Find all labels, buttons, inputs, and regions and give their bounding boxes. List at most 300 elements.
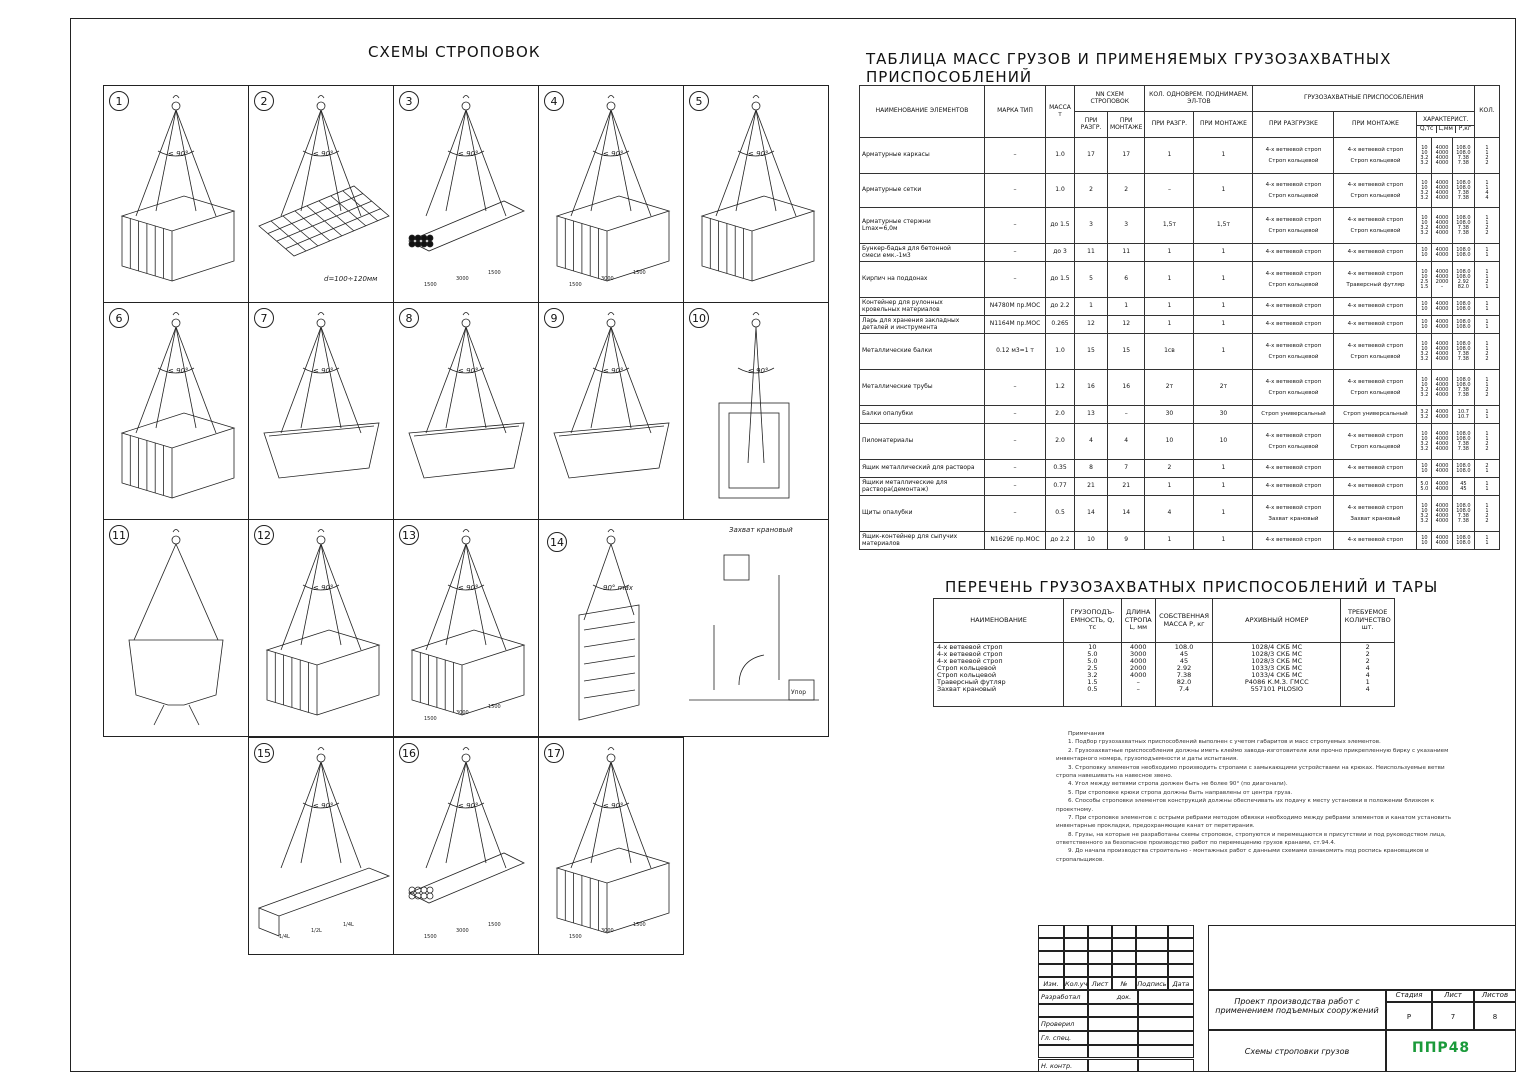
mass-cell-s1: 1 (1075, 298, 1108, 316)
stamp-grid-cell (1038, 951, 1064, 964)
angle-label: ≤ 90° (458, 584, 479, 592)
stamp-name-cell (1088, 1045, 1138, 1059)
col-q: Q,тс (1417, 126, 1436, 133)
mass-table-row (860, 208, 1500, 244)
dimension-label: 1/4L (343, 922, 354, 928)
col-l: L,мм (1437, 126, 1456, 133)
mass-cell-u: 4-х ветвевой строп (1253, 478, 1334, 496)
load-ibeam (259, 868, 389, 916)
mass-cell-s1: 8 (1075, 460, 1108, 478)
sling-leg (156, 110, 176, 211)
scheme-drawing (539, 303, 684, 520)
mass-cell-u: 4-х ветвевой строп Строп кольцевой (1253, 370, 1334, 406)
stamp-grid-cell (1088, 964, 1112, 977)
sling-leg (446, 110, 466, 211)
hook-top (753, 96, 759, 99)
sling-leg (446, 327, 466, 428)
hook-top (318, 748, 324, 751)
mass-cell-c: 1 1 (1475, 298, 1500, 316)
stop-label: Упор (791, 689, 807, 696)
stamp-grid-cell (1038, 938, 1064, 951)
slinging-drawing (259, 96, 389, 284)
stamp-col-header: Лист (1088, 977, 1112, 990)
mass-cell-mark: N4780М пр.МОС (985, 298, 1046, 316)
slinging-drawing (579, 526, 819, 720)
mass-cell-l: 4000 4000 2000 – (1432, 262, 1452, 298)
mass-cell-mass: до 1.5 (1046, 208, 1075, 244)
scheme-number: 13 (399, 525, 419, 545)
stamp-col-header: Подпись (1136, 977, 1168, 990)
stamp-grid-cell (1168, 938, 1194, 951)
dimension-label: 1500 (424, 716, 437, 722)
slinging-drawing (267, 530, 379, 716)
mass-cell-mass: 0.5 (1046, 496, 1075, 532)
rod-end (427, 241, 433, 247)
mass-cell-q: 10 10 (1417, 460, 1432, 478)
mass-cell-s2: 9 (1108, 532, 1145, 550)
stamp-sign-cell (1138, 990, 1194, 1004)
sling-leg (321, 762, 361, 868)
load-bucket (129, 640, 223, 705)
stamp-grid-cell (1112, 925, 1136, 938)
slinging-schemes-grid (103, 85, 826, 737)
angle-label: ≤ 90° (313, 584, 334, 592)
hook-top (318, 313, 324, 316)
dimension-label: 3000 (601, 928, 614, 934)
scheme-drawing (104, 86, 249, 303)
scheme-number: 17 (544, 743, 564, 763)
scheme-drawing (684, 86, 829, 303)
mass-cell-k2: 1 (1194, 496, 1253, 532)
sling-leg (301, 544, 321, 645)
mass-cell-mass: до 2.2 (1046, 298, 1075, 316)
scheme-number: 14 (547, 532, 567, 552)
sling-leg (134, 544, 176, 640)
mass-cell-k1: 1 (1145, 532, 1194, 550)
mass-cell-l: 4000 4000 4000 4000 (1432, 424, 1452, 460)
stamp-grid-cell (1136, 951, 1168, 964)
scheme-cell-16 (393, 737, 539, 955)
mass-cell-mark: – (985, 424, 1046, 460)
scheme-cell-12 (248, 519, 394, 737)
mass-cell-k2: 1 (1194, 532, 1253, 550)
sling-leg (756, 110, 796, 216)
stamp-name-cell (1088, 990, 1138, 1004)
mass-cell-c: 1 1 (1475, 244, 1500, 262)
sling-leg (584, 544, 611, 620)
rod-end (421, 893, 427, 899)
mass-cell-k1: 2т (1145, 370, 1194, 406)
panel-rib (584, 690, 635, 698)
mass-cell-k1: 2 (1145, 460, 1194, 478)
hook-top (463, 748, 469, 751)
angle-label: ≤ 90° (313, 367, 334, 375)
col-mass: МАССА т (1046, 86, 1075, 138)
scheme-cell-7 (248, 302, 394, 520)
scheme-drawing (394, 520, 539, 737)
stamp-role: Н. контр. (1038, 1059, 1088, 1073)
eq-col-req: ТРЕБУЕМОЕ КОЛИЧЕСТВО шт. (1341, 599, 1395, 643)
mass-cell-mass: 2.0 (1046, 406, 1075, 424)
sling-leg (611, 762, 651, 868)
stamp-grid-cell (1168, 925, 1194, 938)
mass-cell-mark: – (985, 460, 1046, 478)
mass-cell-k2: 1 (1194, 460, 1253, 478)
mass-cell-mark: – (985, 138, 1046, 174)
load-panel (579, 605, 639, 720)
scheme-cell-14 (538, 519, 829, 737)
stamp-sign-cell (1138, 1059, 1194, 1073)
scheme-drawing (249, 520, 394, 737)
mass-cell-k2: 1 (1194, 334, 1253, 370)
scheme-number: 2 (254, 91, 274, 111)
mass-cell-k1: 30 (1145, 406, 1194, 424)
mass-cell-p: 108.0 108.0 7.38 7.38 (1452, 138, 1474, 174)
mass-cell-k1: 1 (1145, 244, 1194, 262)
mass-cell-s1: 3 (1075, 208, 1108, 244)
scheme-cell-3 (393, 85, 539, 303)
mass-cell-m: 4-х ветвевой строп (1334, 316, 1417, 334)
mass-table-row (860, 316, 1500, 334)
stamp-col-header: Кол.уч. (1064, 977, 1088, 990)
equipment-title: ПЕРЕЧЕНЬ ГРУЗОЗАХВАТНЫХ ПРИСПОСОБЛЕНИЙ И ТАРЫ (945, 578, 1439, 596)
sling-leg (446, 762, 466, 863)
scheme-number: 4 (544, 91, 564, 111)
scheme-cell-6 (103, 302, 249, 520)
scheme-number: 3 (399, 91, 419, 111)
hook-top (753, 313, 759, 316)
col-char: ХАРАКТЕРИСТ. (1417, 116, 1474, 126)
mass-cell-s1: 2 (1075, 174, 1108, 208)
mass-cell-mass: 1.2 (1046, 370, 1075, 406)
hook-top (608, 313, 614, 316)
mass-cell-u: 4-х ветвевой строп Строп кольцевой (1253, 138, 1334, 174)
rod-end (421, 887, 427, 893)
dimension-label: 1500 (633, 270, 646, 276)
sling-leg (281, 110, 321, 216)
stamp-role: Разработал (1038, 990, 1088, 1004)
mass-cell-p: 108.0 108.0 7.38 7.38 (1452, 370, 1474, 406)
slinging-drawing (122, 313, 234, 499)
mass-cell-k2: 1,5т (1194, 208, 1253, 244)
col-k-mount: ПРИ МОНТАЖЕ (1194, 112, 1253, 138)
stamp-grid-cell (1112, 964, 1136, 977)
mass-table-row (860, 138, 1500, 174)
stamp-grid-cell (1038, 925, 1064, 938)
stamp-grid-cell (1136, 938, 1168, 951)
dimension-label: 1500 (424, 282, 437, 288)
col-s-mount: ПРИ МОНТАЖЕ (1108, 112, 1145, 138)
mass-cell-s1: 17 (1075, 138, 1108, 174)
mass-cell-l: 4000 4000 (1432, 532, 1452, 550)
stamp-grid-cell (1136, 925, 1168, 938)
mass-cell-q: 10 10 (1417, 298, 1432, 316)
rod-end (415, 235, 421, 241)
mass-cell-mass: 0.77 (1046, 478, 1075, 496)
mass-cell-c: 2 1 (1475, 460, 1500, 478)
mass-cell-s2: 4 (1108, 424, 1145, 460)
load-bundle (409, 853, 524, 903)
mass-cell-c: 1 1 (1475, 316, 1500, 334)
scheme-cell-13 (393, 519, 539, 737)
scheme-drawing (249, 303, 394, 520)
mass-cell-mark: – (985, 406, 1046, 424)
mass-cell-mark: N1164М пр.МОС (985, 316, 1046, 334)
mass-cell-p: 108.0 108.0 (1452, 244, 1474, 262)
note-line: 3. Строповку элементов необходимо производить стропами с замыкающими устройствами на крюках. Неиспользуемые ветви стропа навешивать на навесное звено. (1056, 764, 1445, 779)
scheme-number: 9 (544, 308, 564, 328)
mass-cell-p: 108.0 108.0 2.92 82.0 (1452, 262, 1474, 298)
mass-cell-k1: 1 (1145, 262, 1194, 298)
mass-cell-name: Контейнер для рулонных кровельных материалов (860, 298, 985, 316)
crane-hook-icon (172, 319, 180, 327)
rod-end (427, 887, 433, 893)
sling-leg (466, 762, 486, 863)
crane-hook-icon (462, 319, 470, 327)
mass-cell-s1: 16 (1075, 370, 1108, 406)
slinging-drawing (264, 313, 379, 479)
sling-leg (426, 327, 466, 433)
sling-leg (176, 110, 216, 216)
stamp-grid-cell (1038, 964, 1064, 977)
hook-top (608, 530, 614, 533)
mass-cell-k2: 1 (1194, 174, 1253, 208)
eq-caps: 10 5.0 5.0 2.5 3.2 1.5 0.5 (1064, 643, 1122, 707)
sling-leg (321, 762, 341, 863)
angle-label: ≤ 90° (168, 150, 189, 158)
mass-table-row (860, 496, 1500, 532)
mass-cell-k2: 10 (1194, 424, 1253, 460)
mass-cell-name: Пиломатериалы (860, 424, 985, 460)
mass-cell-mark: – (985, 244, 1046, 262)
dimension-label: 1500 (424, 934, 437, 940)
mass-table-row (860, 244, 1500, 262)
eq-col-name: НАИМЕНОВАНИЕ (934, 599, 1064, 643)
stamp-grid-cell (1088, 951, 1112, 964)
mass-table-row (860, 424, 1500, 460)
sling-leg (321, 544, 341, 645)
mass-cell-q: 10 10 3.2 3.2 (1417, 138, 1432, 174)
slinging-drawing (409, 313, 524, 479)
scheme-number: 12 (254, 525, 274, 545)
stamp-grid-cell (1136, 964, 1168, 977)
mass-cell-m: 4-х ветвевой строп Захват крановый (1334, 496, 1417, 532)
stamp-sheet: 7 (1432, 1002, 1474, 1030)
sling-leg (591, 327, 611, 428)
mass-cell-q: 10 10 3.2 3.2 (1417, 208, 1432, 244)
mass-cell-name: Балки опалубки (860, 406, 985, 424)
mass-cell-mark: N1629Е пр.МОС (985, 532, 1046, 550)
mass-table-row (860, 370, 1500, 406)
mass-cell-mass: 2.0 (1046, 424, 1075, 460)
hook-top (463, 313, 469, 316)
mass-cell-s2: – (1108, 406, 1145, 424)
col-dev-mount: ПРИ МОНТАЖЕ (1334, 112, 1417, 138)
crane-hook-icon (317, 319, 325, 327)
mass-cell-mass: до 3 (1046, 244, 1075, 262)
scheme-drawing (539, 86, 684, 303)
mass-cell-u: 4-х ветвевой строп (1253, 532, 1334, 550)
slinging-drawing (129, 530, 223, 726)
mass-cell-p: 108.0 108.0 7.38 7.38 (1452, 496, 1474, 532)
mass-cell-p: 45 45 (1452, 478, 1474, 496)
mass-cell-s2: 1 (1108, 298, 1145, 316)
mass-cell-l: 4000 4000 (1432, 316, 1452, 334)
mass-cell-m: 4-х ветвевой строп Строп кольцевой (1334, 174, 1417, 208)
mass-cell-p: 108.0 108.0 7.38 7.38 (1452, 208, 1474, 244)
scheme-cell-5 (683, 85, 829, 303)
mass-cell-k1: 10 (1145, 424, 1194, 460)
mass-cell-name: Ларь для хранения закладных деталей и инструмента (860, 316, 985, 334)
mass-cell-p: 108.0 108.0 7.38 7.38 (1452, 424, 1474, 460)
ppr48-logo: ППР48 (1412, 1040, 1471, 1056)
hook-top (608, 96, 614, 99)
sling-leg (611, 110, 651, 216)
mass-cell-mass: 0.35 (1046, 460, 1075, 478)
note-line: 1. Подбор грузозахватных приспособлений выполнен с учетом габаритов и масс стропуемых элементов. (1068, 739, 1381, 746)
mass-cell-m: 4-х ветвевой строп Строп кольцевой (1334, 424, 1417, 460)
mesh-bar (286, 209, 381, 249)
sling-leg (321, 544, 361, 650)
mass-cell-l: 4000 4000 (1432, 298, 1452, 316)
mass-cell-q: 10 10 (1417, 316, 1432, 334)
mass-cell-s2: 6 (1108, 262, 1145, 298)
stamp-grid-cell (1088, 938, 1112, 951)
scheme-number: 5 (689, 91, 709, 111)
mass-cell-s1: 10 (1075, 532, 1108, 550)
rod-end (409, 893, 415, 899)
mass-cell-l: 4000 4000 4000 4000 (1432, 208, 1452, 244)
mass-cell-l: 4000 4000 4000 4000 (1432, 174, 1452, 208)
mass-cell-c: 1 1 2 2 (1475, 138, 1500, 174)
grab-detail (724, 555, 749, 580)
mass-cell-p: 10.7 10.7 (1452, 406, 1474, 424)
col-s-unload: ПРИ РАЗГР. (1075, 112, 1108, 138)
mass-table-row (860, 298, 1500, 316)
sling-leg (176, 327, 196, 428)
slinging-schemes-grid-bottom (248, 737, 682, 954)
mass-cell-p: 108.0 108.0 (1452, 316, 1474, 334)
sling-leg (321, 327, 361, 433)
mass-cell-name: Металлические трубы (860, 370, 985, 406)
sling-leg (321, 110, 361, 216)
sling-leg (466, 544, 486, 645)
stamp-grid-cell (1112, 951, 1136, 964)
mass-cell-p: 108.0 108.0 (1452, 298, 1474, 316)
mass-cell-c: 1 1 2 2 (1475, 424, 1500, 460)
dimension-label: 1/4L (279, 934, 290, 940)
sling-leg (736, 110, 756, 211)
stamp-grid-cell (1064, 951, 1088, 964)
mass-cell-l: 4000 4000 (1432, 478, 1452, 496)
mass-cell-m: 4-х ветвевой строп Строп кольцевой (1334, 334, 1417, 370)
dimension-label: 1500 (488, 922, 501, 928)
mass-cell-u: 4-х ветвевой строп (1253, 460, 1334, 478)
stamp-sheet-header: Лист (1432, 990, 1474, 1002)
slinging-drawing (719, 313, 789, 499)
sling-leg (176, 110, 196, 211)
stamp-drawing-title: Схемы строповки грузов (1208, 1030, 1386, 1072)
sling-leg (466, 327, 486, 428)
dimension-label: 1500 (488, 270, 501, 276)
angle-label: ≤ 90° (748, 150, 769, 158)
stamp-name-cell (1088, 1031, 1138, 1045)
scheme-number: 7 (254, 308, 274, 328)
slinging-drawing (409, 96, 524, 289)
eq-col-own: СОБСТВЕННАЯ МАССА P, кг (1155, 599, 1212, 643)
mass-cell-k1: 1,5т (1145, 208, 1194, 244)
stamp-name-cell (1088, 1059, 1138, 1073)
sling-leg (748, 327, 756, 463)
note-line: 2. Грузозахватные приспособления должны иметь клеймо завода-изготовителя или прочно прикрепленную бирку с указанием инвентарного номера, грузоподъемности и даты испытания. (1056, 747, 1449, 763)
angle-label: ≤ 90° (603, 802, 624, 810)
dimension-label: 1/2L (311, 928, 322, 934)
mass-cell-m: 4-х ветвевой строп (1334, 460, 1417, 478)
rotation-arrow (739, 655, 764, 685)
stamp-name-cell (1088, 1004, 1138, 1018)
mass-cell-s1: 5 (1075, 262, 1108, 298)
crane-hook-icon (607, 754, 615, 762)
stamp-sign-cell (1138, 1045, 1194, 1059)
stamp-header-area (1208, 925, 1516, 990)
stamp-sheets: 8 (1474, 1002, 1516, 1030)
mass-cell-k2: 30 (1194, 406, 1253, 424)
mass-cell-k2: 1 (1194, 138, 1253, 174)
angle-label: 90° max (603, 584, 633, 592)
sling-leg (156, 327, 176, 428)
note-line: 6. Способы строповки элементов конструкций должны обеспечивать их подачу к месту установки в положении близком к проектному. (1056, 798, 1435, 813)
mass-cell-m: 4-х ветвевой строп (1334, 532, 1417, 550)
load-frame-inner (729, 413, 779, 488)
mass-cell-k1: 1св (1145, 334, 1194, 370)
rod-end (427, 893, 433, 899)
mass-cell-k1: 1 (1145, 316, 1194, 334)
sling-leg (176, 327, 216, 433)
mass-cell-c: 1 1 (1475, 532, 1500, 550)
schemes-title: СХЕМЫ СТРОПОВОК (368, 43, 541, 61)
bucket-gate (154, 705, 199, 725)
sling-leg (176, 544, 218, 640)
col-name: НАИМЕНОВАНИЕ ЭЛЕМЕНТОВ (860, 86, 985, 138)
mass-cell-mark: – (985, 208, 1046, 244)
crane-hook-icon (462, 102, 470, 110)
crane-hook-icon (462, 754, 470, 762)
mass-cell-k1: 1 (1145, 138, 1194, 174)
hook-top (608, 748, 614, 751)
mass-cell-mark: – (985, 478, 1046, 496)
angle-label: ≤ 90° (313, 150, 334, 158)
mass-cell-s1: 14 (1075, 496, 1108, 532)
mass-cell-mass: 1.0 (1046, 334, 1075, 370)
mass-cell-m: 4-х ветвевой строп (1334, 298, 1417, 316)
mass-table-row (860, 174, 1500, 208)
sling-leg (466, 327, 506, 433)
sling-leg (301, 327, 321, 428)
mass-cell-c: 1 1 (1475, 478, 1500, 496)
crane-hook-icon (317, 536, 325, 544)
mass-cell-q: 10 10 (1417, 244, 1432, 262)
mass-cell-k1: 1 (1145, 478, 1194, 496)
mass-cell-s1: 4 (1075, 424, 1108, 460)
eq-col-len: ДЛИНА СТРОПА L, мм (1121, 599, 1155, 643)
crane-hook-icon (607, 319, 615, 327)
mass-cell-s2: 12 (1108, 316, 1145, 334)
panel-rib (584, 656, 635, 664)
sling-leg (611, 327, 631, 428)
hook-top (463, 96, 469, 99)
scheme-cell-1 (103, 85, 249, 303)
mass-cell-s1: 12 (1075, 316, 1108, 334)
